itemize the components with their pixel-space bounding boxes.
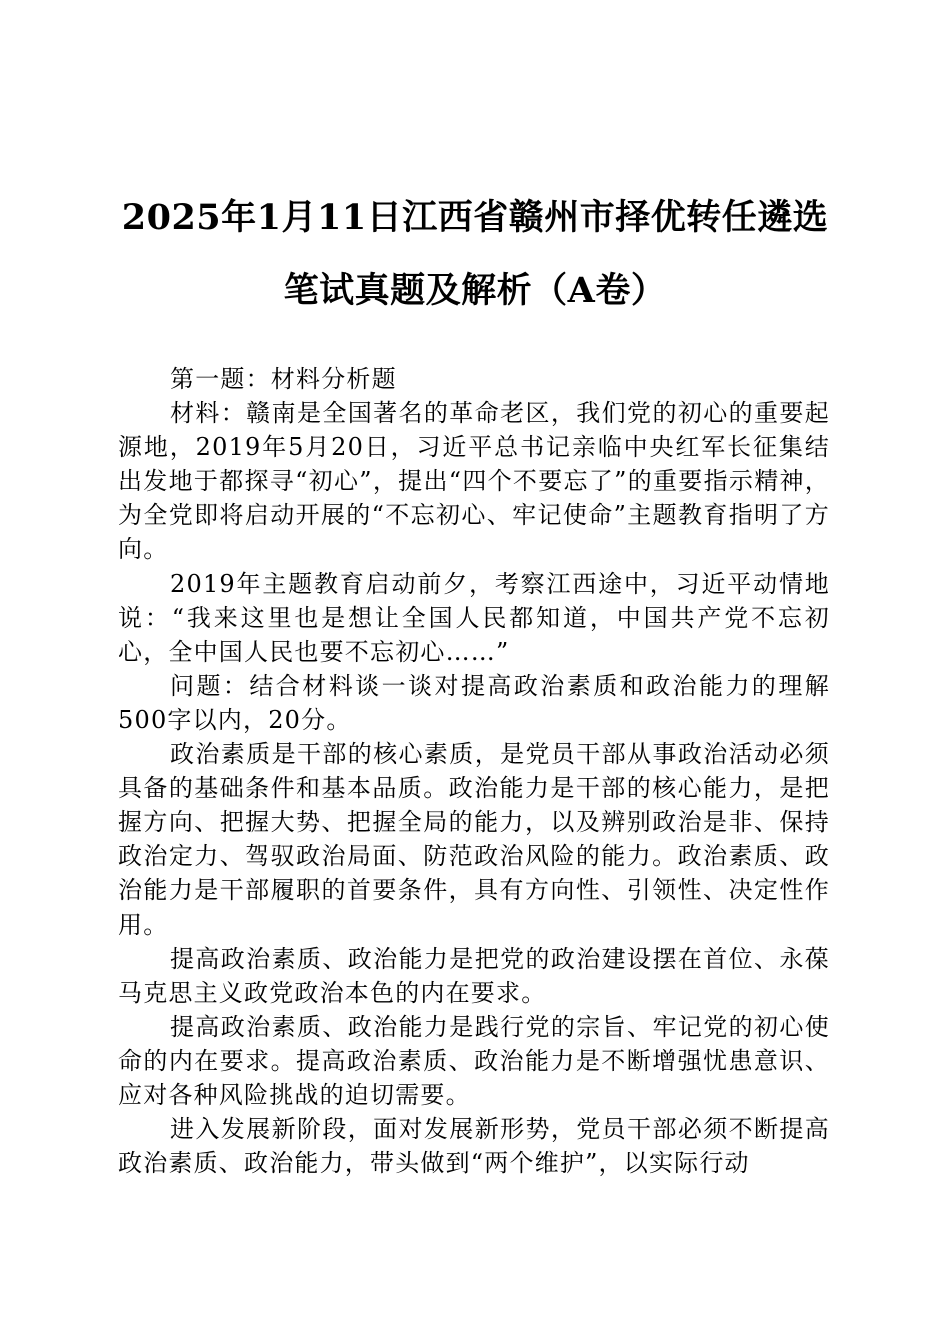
paragraph-question: 问题：结合材料谈一谈对提高政治素质和政治能力的理解500字以内，20分。 — [118, 671, 830, 734]
paragraph-answer-2: 提高政治素质、政治能力是把党的政治建设摆在首位、永葆马克思主义政党政治本色的内在要求。 — [118, 944, 830, 1007]
paragraph-material: 材料：赣南是全国著名的革命老区，我们党的初心的重要起源地，2019年5月20日，习近平总书记亲临中央红军长征集结出发地于都探寻“初心”，提出“四个不要忘了”的重要指示精神，为全党即将启动开展的“不忘初心、牢记使命”主题教育指明了方向。 — [118, 399, 830, 564]
document-title-line-2: 笔试真题及解析（A卷） — [283, 270, 667, 311]
paragraph-answer-3: 提高政治素质、政治能力是践行党的宗旨、牢记党的初心使命的内在要求。提高政治素质、政治能力是不断增强忧患意识、应对各种风险挑战的迫切需要。 — [118, 1012, 830, 1109]
paragraph-answer-4: 进入发展新阶段，面对发展新形势，党员干部必须不断提高政治素质、政治能力，带头做到“两个维护”，以实际行动 — [118, 1115, 830, 1178]
paragraph-quote: 2019年主题教育启动前夕，考察江西途中，习近平动情地说：“我来这里也是想让全国人民都知道，中国共产党不忘初心，全中国人民也要不忘初心……” — [118, 569, 830, 666]
section-heading: 第一题：材料分析题 — [170, 365, 397, 393]
paragraph-answer-1: 政治素质是干部的核心素质，是党员干部从事政治活动必须具备的基础条件和基本品质。政治能力是干部的核心能力，是把握方向、把握大势、把握全局的能力，以及辨别政治是非、保持政治定力、驾驭政治局面、防范政治风险的能力。政治素质、政治能力是干部履职的首要条件，具有方向性、引领性、决定性作用。 — [118, 740, 830, 939]
document-body — [118, 362, 830, 1180]
document-title-line-1: 2025年1月11日江西省赣州市择优转任遴选 — [121, 197, 829, 238]
